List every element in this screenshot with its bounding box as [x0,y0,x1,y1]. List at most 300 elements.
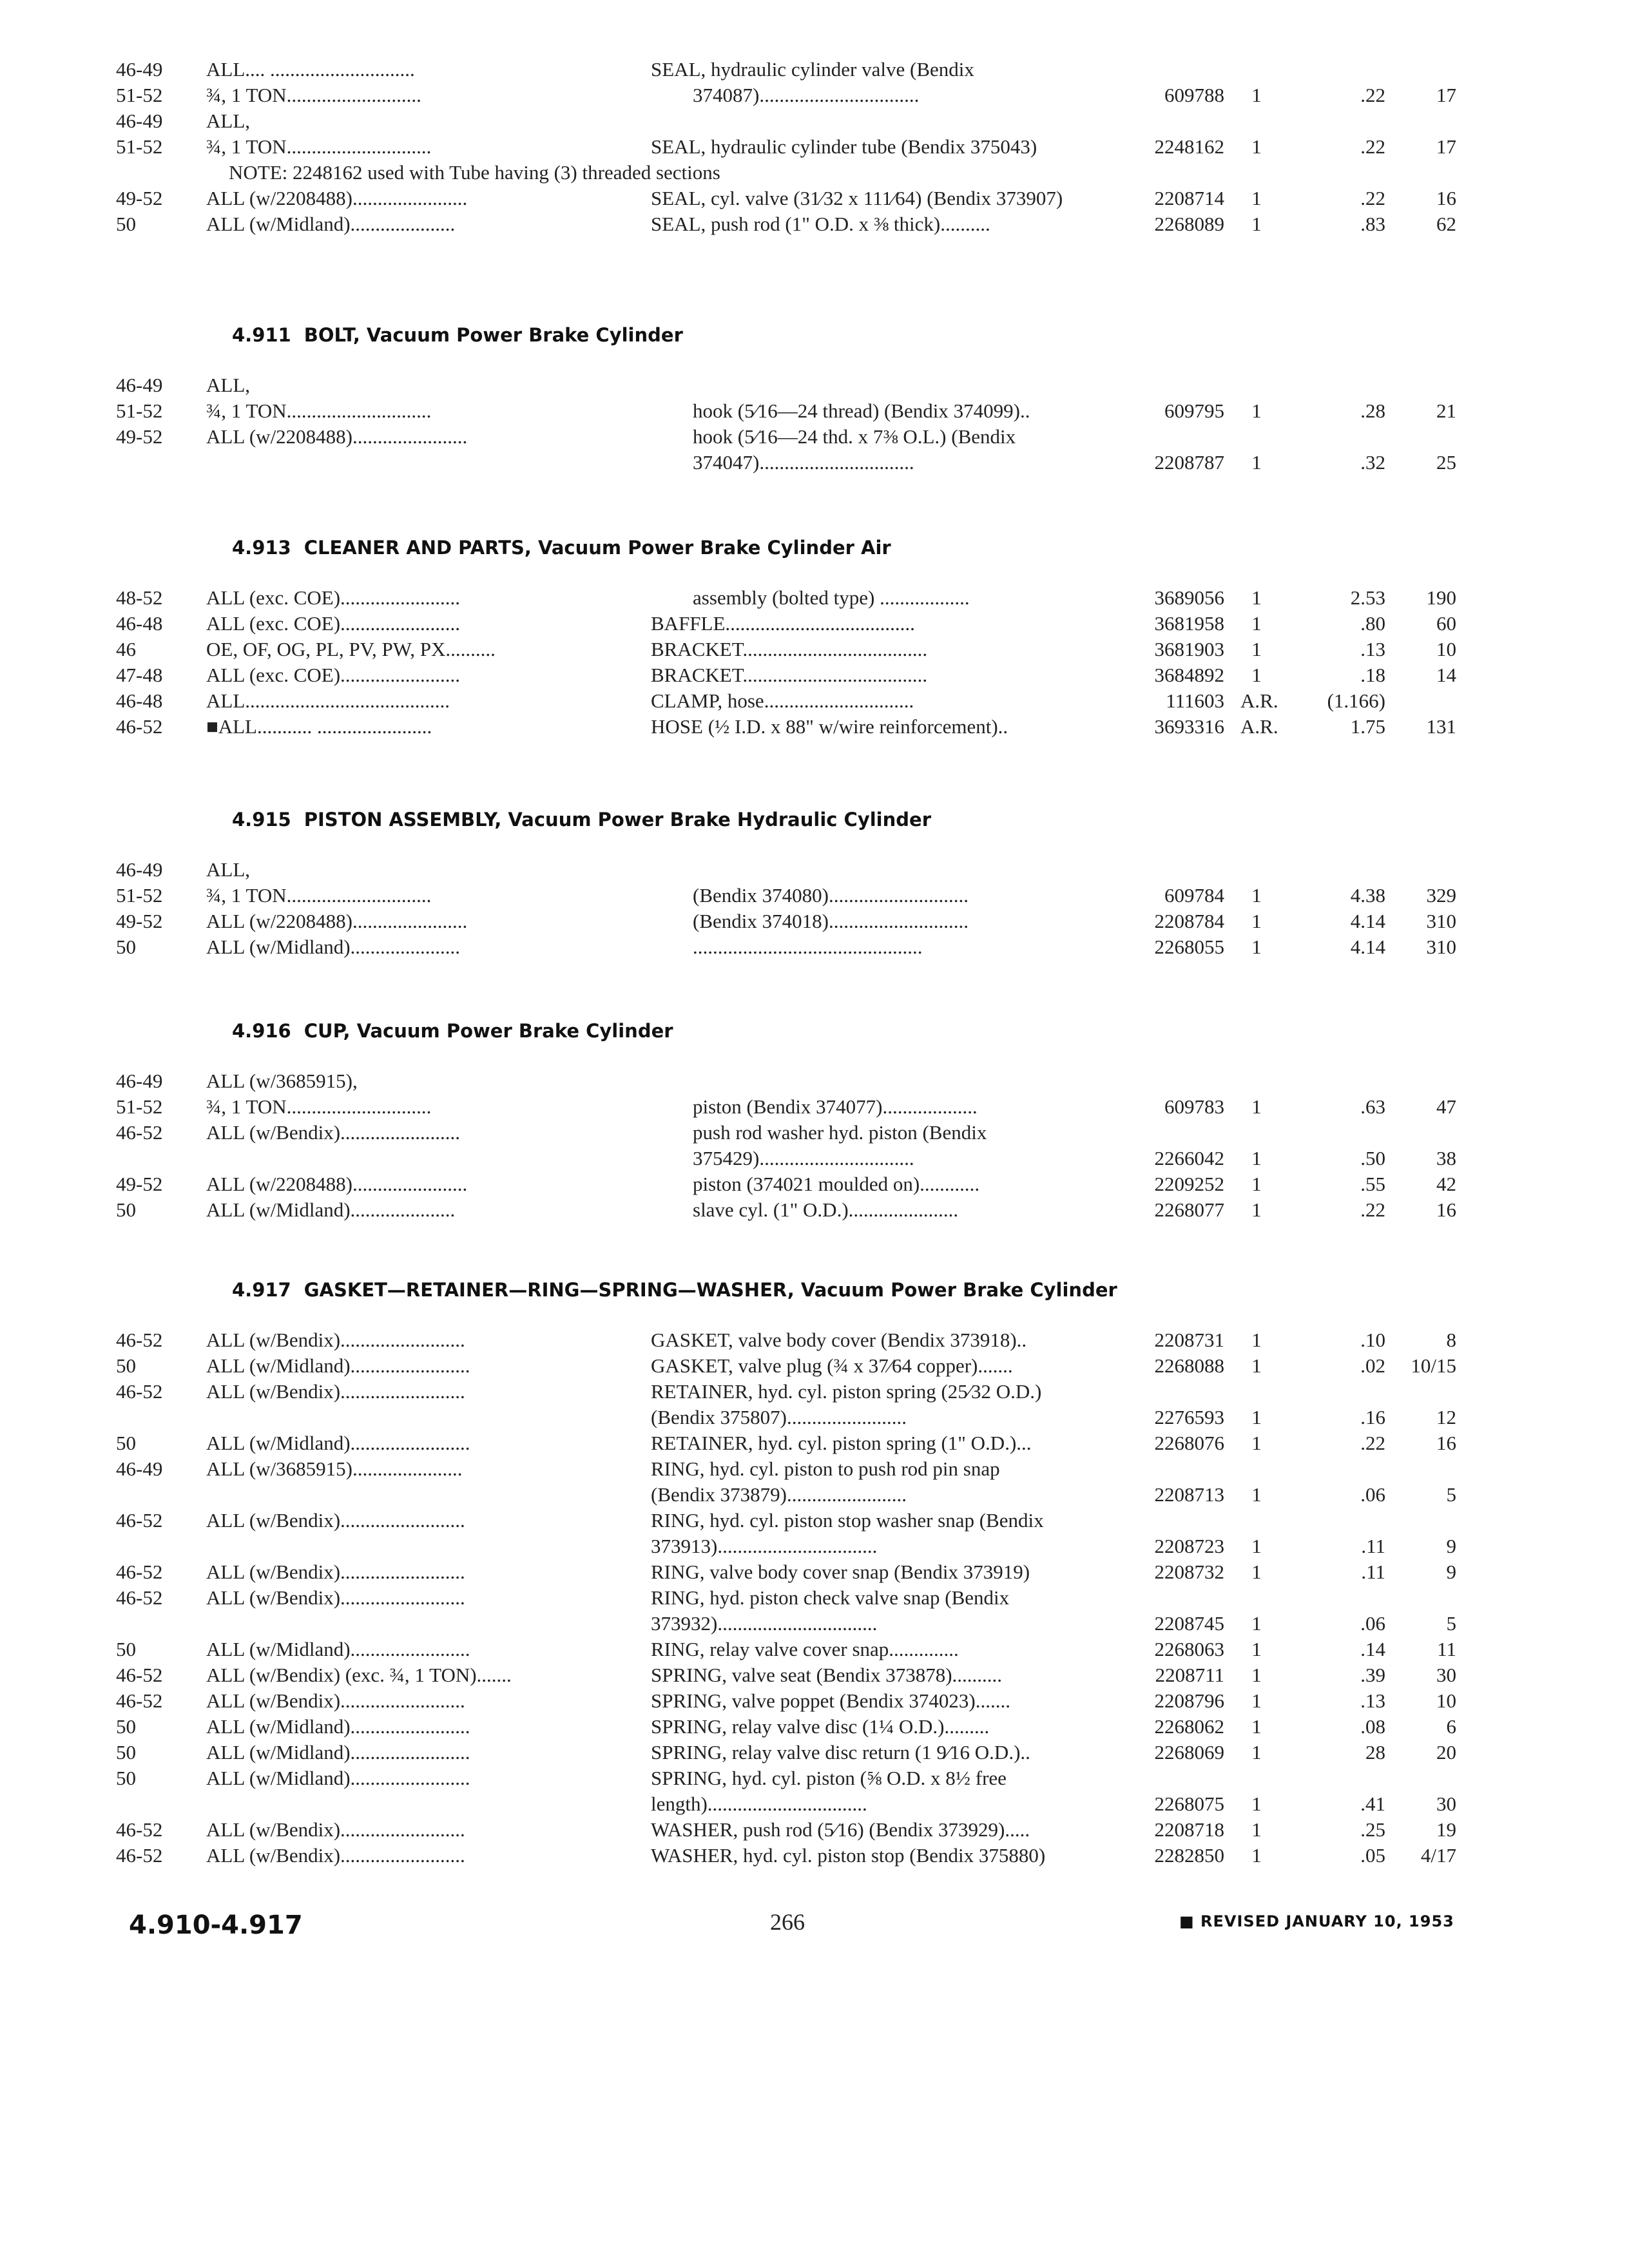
description-cell: SEAL, hydraulic cylinder tube (Bendix 375043) [651,135,1037,158]
page-number: 266 [770,1909,805,1935]
year-cell: 50 [116,1432,136,1454]
year-cell: 50 [116,936,136,958]
part-number-cell: 2268069 [1154,1741,1224,1763]
price-cell: .41 [1360,1792,1385,1815]
description-cell: SPRING, relay valve disc (1¼ O.D.)......... [651,1715,990,1738]
model-cell: ALL (w/Midland)..................... [206,213,456,235]
table-row [0,1611,1629,1637]
description-cell: CLAMP, hose.............................. [651,689,914,712]
table-row [0,186,1629,211]
model-cell: ■ALL........... ....................... [206,715,432,738]
quantity-cell: 1 [1251,399,1262,422]
weight-cell: 42 [1436,1173,1456,1195]
section-range: 4.910-4.917 [129,1910,303,1940]
table-row [0,1353,1629,1379]
part-number-cell: 2208714 [1154,187,1224,209]
model-cell: ALL (w/2208488)....................... [206,910,468,932]
price-cell: .80 [1360,612,1385,635]
model-cell: ALL (w/Bendix)......................... [206,1586,465,1609]
year-cell: 50 [116,213,136,235]
year-cell: 46-52 [116,1664,163,1686]
year-cell: 49-52 [116,1173,163,1195]
model-cell: ALL, [206,858,251,881]
table-row [0,1068,1629,1094]
description-cell: 373932)................................ [651,1612,878,1635]
table-row [0,1171,1629,1197]
weight-cell: 11 [1437,1638,1456,1660]
part-number-cell: 2266042 [1154,1147,1224,1169]
weight-cell: 6 [1446,1715,1456,1738]
weight-cell: 16 [1436,1198,1456,1221]
table-row [0,108,1629,134]
year-cell: 46-52 [116,1329,163,1351]
model-cell: ALL (w/Midland)........................ [206,1432,470,1454]
part-number-cell: 2208711 [1155,1664,1224,1686]
price-cell: .22 [1360,84,1385,106]
part-number-cell: 2209252 [1154,1173,1224,1195]
table-row [0,857,1629,883]
model-cell: ALL, [206,374,251,396]
year-cell: 47-48 [116,664,163,686]
description-cell: assembly (bolted type) .................. [693,586,970,609]
price-cell: .83 [1360,213,1385,235]
year-cell: 49-52 [116,187,163,209]
weight-cell: 9 [1446,1535,1456,1557]
year-cell: 46-52 [116,1509,163,1532]
description-cell: 374087)................................ [693,84,920,106]
price-cell: .39 [1360,1664,1385,1686]
part-number-cell: 2268063 [1154,1638,1224,1660]
price-cell: 4.14 [1350,936,1385,958]
weight-cell: 30 [1436,1792,1456,1815]
table-row [0,450,1629,476]
quantity-cell: 1 [1251,612,1262,635]
year-cell: 50 [116,1198,136,1221]
table-row [0,1508,1629,1533]
description-cell: piston (374021 moulded on)............ [693,1173,980,1195]
quantity-cell: 1 [1251,1198,1262,1221]
quantity-cell: 1 [1251,1792,1262,1815]
year-cell: 50 [116,1767,136,1789]
year-cell: 48-52 [116,586,163,609]
section-number: 4.911 [232,324,291,346]
part-number-cell: 2268075 [1154,1792,1224,1815]
price-cell: .08 [1360,1715,1385,1738]
table-row [0,934,1629,960]
table-row [0,1456,1629,1482]
part-number-cell: 2268076 [1154,1432,1224,1454]
part-number-cell: 3693316 [1154,715,1224,738]
quantity-cell: 1 [1251,664,1262,686]
description-cell: SEAL, hydraulic cylinder valve (Bendix [651,58,974,81]
weight-cell: 10 [1436,1689,1456,1712]
quantity-cell: 1 [1251,213,1262,235]
table-row [0,211,1629,237]
model-cell: ¾, 1 TON............................. [206,135,432,158]
section-title: CLEANER AND PARTS, Vacuum Power Brake Cylinder Air [304,537,891,559]
weight-cell: 16 [1436,187,1456,209]
table-row [0,1405,1629,1430]
description-cell: SEAL, push rod (1" O.D. x ⅜ thick).......... [651,213,990,235]
table-row [0,1662,1629,1688]
weight-cell: 8 [1446,1329,1456,1351]
part-number-cell: 609783 [1164,1095,1224,1118]
table-row [0,1120,1629,1146]
quantity-cell: 1 [1251,1689,1262,1712]
quantity-cell: A.R. [1240,715,1278,738]
price-cell: .18 [1360,664,1385,686]
part-number-cell: 2268077 [1154,1198,1224,1221]
part-number-cell: 609784 [1164,884,1224,907]
quantity-cell: 1 [1251,1329,1262,1351]
year-cell: 49-52 [116,910,163,932]
description-cell: RING, hyd. cyl. piston stop washer snap (Bendix [651,1509,1044,1532]
description-cell: RING, valve body cover snap (Bendix 373919) [651,1561,1030,1583]
weight-cell: 12 [1436,1406,1456,1428]
weight-cell: 131 [1426,715,1456,738]
year-cell: 46-49 [116,1070,163,1092]
price-cell: .05 [1360,1844,1385,1867]
model-cell: ALL (w/2208488)....................... [206,1173,468,1195]
description-cell: 374047)............................... [693,451,914,474]
year-cell: 46-49 [116,58,163,81]
part-number-cell: 3681903 [1154,638,1224,660]
model-cell: ALL (w/Bendix)......................... [206,1561,465,1583]
model-cell: ALL (exc. COE)........................ [206,586,461,609]
price-cell: .16 [1360,1406,1385,1428]
year-cell: 51-52 [116,135,163,158]
description-cell: hook (5⁄16—24 thread) (Bendix 374099).. [693,399,1030,422]
year-cell: 46-48 [116,612,163,635]
year-cell: 46-49 [116,110,163,132]
section-heading [232,1276,1117,1304]
part-number-cell: 2208745 [1154,1612,1224,1635]
year-cell: 51-52 [116,884,163,907]
description-cell: SPRING, valve seat (Bendix 373878).......... [651,1664,1003,1686]
model-cell: ¾, 1 TON............................. [206,884,432,907]
description-cell: RING, relay valve cover snap.............. [651,1638,959,1660]
model-cell: ¾, 1 TON............................. [206,1095,432,1118]
model-cell: ALL (w/3685915)...................... [206,1457,463,1480]
quantity-cell: 1 [1251,936,1262,958]
description-cell: (Bendix 374080)............................ [693,884,969,907]
description-cell: BAFFLE...................................... [651,612,915,635]
table-row [0,1379,1629,1405]
quantity-cell: 1 [1251,451,1262,474]
description-cell: RING, hyd. piston check valve snap (Bendix [651,1586,1010,1609]
part-number-cell: 3689056 [1154,586,1224,609]
price-cell: .06 [1360,1612,1385,1635]
table-row [0,1765,1629,1791]
price-cell: 4.14 [1350,910,1385,932]
weight-cell: 10 [1436,638,1456,660]
year-cell: 46-48 [116,689,163,712]
model-cell: ALL (w/Midland)........................ [206,1715,470,1738]
price-cell: .50 [1360,1147,1385,1169]
year-cell: 46-52 [116,1586,163,1609]
table-row [0,585,1629,611]
year-cell: 50 [116,1715,136,1738]
description-cell: RETAINER, hyd. cyl. piston spring (25⁄32 O.D.) [651,1380,1042,1403]
part-number-cell: 2208713 [1154,1483,1224,1506]
weight-cell: 17 [1436,84,1456,106]
quantity-cell: 1 [1251,1535,1262,1557]
part-number-cell: 2268089 [1154,213,1224,235]
price-cell: .22 [1360,1198,1385,1221]
part-number-cell: 2208723 [1154,1535,1224,1557]
description-cell: slave cyl. (1" O.D.)...................... [693,1198,959,1221]
table-row [0,1430,1629,1456]
price-cell: .13 [1360,1689,1385,1712]
year-cell: 46-52 [116,1844,163,1867]
description-cell: (Bendix 375807)........................ [651,1406,907,1428]
part-number-cell: 3681958 [1154,612,1224,635]
table-row [0,160,1629,186]
description-cell: 375429)............................... [693,1147,914,1169]
model-cell: ALL (w/Bendix)......................... [206,1509,465,1532]
model-cell: ALL (w/Midland)........................ [206,1638,470,1660]
table-row [0,637,1629,662]
weight-cell: 310 [1426,936,1456,958]
table-row [0,1817,1629,1843]
description-cell: RING, hyd. cyl. piston to push rod pin snap [651,1457,1000,1480]
table-row [0,688,1629,714]
table-row [0,398,1629,424]
quantity-cell: 1 [1251,1818,1262,1841]
part-number-cell: 2268088 [1154,1354,1224,1377]
year-cell: 46-52 [116,715,163,738]
quantity-cell: 1 [1251,1432,1262,1454]
year-cell: 46-52 [116,1121,163,1144]
quantity-cell: 1 [1251,1612,1262,1635]
table-row [0,662,1629,688]
price-cell: .32 [1360,451,1385,474]
quantity-cell: 1 [1251,586,1262,609]
model-cell: ALL (w/2208488)....................... [206,187,468,209]
price-cell: .55 [1360,1173,1385,1195]
part-number-cell: 3684892 [1154,664,1224,686]
weight-cell: 47 [1436,1095,1456,1118]
table-row [0,1146,1629,1171]
model-cell: ALL (w/3685915), [206,1070,358,1092]
year-cell: 46-49 [116,374,163,396]
description-cell: HOSE (½ I.D. x 88" w/wire reinforcement).. [651,715,1008,738]
quantity-cell: 1 [1251,638,1262,660]
weight-cell: 21 [1436,399,1456,422]
price-cell: 4.38 [1350,884,1385,907]
part-number-cell: 2208732 [1154,1561,1224,1583]
section-number: 4.915 [232,809,291,831]
model-cell: ALL (w/Bendix)......................... [206,1844,465,1867]
weight-cell: 4/17 [1420,1844,1456,1867]
price-cell: .63 [1360,1095,1385,1118]
quantity-cell: 1 [1251,1561,1262,1583]
table-row [0,1327,1629,1353]
price-cell: .13 [1360,638,1385,660]
model-cell: ALL (w/Bendix)........................ [206,1121,461,1144]
model-cell: ALL (w/Midland)........................ [206,1741,470,1763]
year-cell: 50 [116,1741,136,1763]
model-cell: ¾, 1 TON........................... [206,84,421,106]
section-heading [232,533,891,562]
year-cell: 46-52 [116,1689,163,1712]
model-cell: ALL......................................... [206,689,450,712]
table-row [0,1637,1629,1662]
part-number-cell: 2208718 [1154,1818,1224,1841]
quantity-cell: 1 [1251,1147,1262,1169]
price-cell: .25 [1360,1818,1385,1841]
model-cell: ALL (w/Bendix)......................... [206,1380,465,1403]
weight-cell: 5 [1446,1483,1456,1506]
part-number-cell: 609788 [1164,84,1224,106]
year-cell: 46-52 [116,1561,163,1583]
table-row [0,1688,1629,1714]
quantity-cell: A.R. [1240,689,1278,712]
model-cell: ALL (exc. COE)........................ [206,612,461,635]
description-cell: (Bendix 374018)............................ [693,910,969,932]
year-cell: 51-52 [116,84,163,106]
year-cell: 50 [116,1638,136,1660]
table-row [0,611,1629,637]
model-cell: NOTE: 2248162 used with Tube having (3) threaded sections [229,161,720,184]
quantity-cell: 1 [1251,84,1262,106]
model-cell: ALL (w/Bendix) (exc. ¾, 1 TON)....... [206,1664,512,1686]
weight-cell: 16 [1436,1432,1456,1454]
table-row [0,1482,1629,1508]
part-number-cell: 2208796 [1154,1689,1224,1712]
section-number: 4.916 [232,1020,291,1042]
part-number-cell: 2276593 [1154,1406,1224,1428]
table-row [0,134,1629,160]
table-row [0,424,1629,450]
description-cell: push rod washer hyd. piston (Bendix [693,1121,987,1144]
price-cell: .22 [1360,1432,1385,1454]
table-row [0,1843,1629,1869]
weight-cell: 10/15 [1411,1354,1456,1377]
description-cell: SEAL, cyl. valve (31⁄32 x 111⁄64) (Bendix 373907) [651,187,1063,209]
part-number-cell: 2208784 [1154,910,1224,932]
price-cell: .22 [1360,187,1385,209]
description-cell: SPRING, hyd. cyl. piston (⅝ O.D. x 8½ free [651,1767,1007,1789]
table-row [0,1585,1629,1611]
year-cell: 46-52 [116,1380,163,1403]
quantity-cell: 1 [1251,1354,1262,1377]
model-cell: OE, OF, OG, PL, PV, PW, PX.......... [206,638,496,660]
price-cell: .06 [1360,1483,1385,1506]
description-cell: BRACKET..................................... [651,664,928,686]
part-number-cell: 2208787 [1154,451,1224,474]
weight-cell: 310 [1426,910,1456,932]
model-cell: ALL (w/Bendix)......................... [206,1689,465,1712]
table-row [0,57,1629,82]
section-heading [232,321,683,349]
weight-cell: 38 [1436,1147,1456,1169]
year-cell: 46 [116,638,136,660]
table-row [0,1740,1629,1765]
description-cell: 373913)................................ [651,1535,878,1557]
section-title: PISTON ASSEMBLY, Vacuum Power Brake Hydraulic Cylinder [304,809,931,831]
year-cell: 51-52 [116,1095,163,1118]
table-row [0,883,1629,908]
quantity-cell: 1 [1251,1638,1262,1660]
description-cell: SPRING, relay valve disc return (1 9⁄16 O.D.).. [651,1741,1030,1763]
quantity-cell: 1 [1251,187,1262,209]
section-number: 4.913 [232,537,291,559]
description-cell: SPRING, valve poppet (Bendix 374023)....... [651,1689,1010,1712]
year-cell: 50 [116,1354,136,1377]
description-cell: WASHER, push rod (5⁄16) (Bendix 373929)..... [651,1818,1030,1841]
model-cell: ALL (w/2208488)....................... [206,425,468,448]
section-heading [232,1017,673,1045]
revision-note: ■ REVISED JANUARY 10, 1953 [1179,1912,1454,1930]
weight-cell: 9 [1446,1561,1456,1583]
quantity-cell: 1 [1251,1095,1262,1118]
weight-cell: 190 [1426,586,1456,609]
part-number-cell: 2208731 [1154,1329,1224,1351]
model-cell: ALL (w/Midland)........................ [206,1767,470,1789]
year-cell: 46-49 [116,1457,163,1480]
model-cell: ALL (w/Midland)..................... [206,1198,456,1221]
weight-cell: 30 [1436,1664,1456,1686]
price-cell: .28 [1360,399,1385,422]
weight-cell: 25 [1436,451,1456,474]
description-cell: length)................................ [651,1792,867,1815]
weight-cell: 60 [1436,612,1456,635]
table-row [0,1714,1629,1740]
part-number-cell: 2248162 [1154,135,1224,158]
section-title: BOLT, Vacuum Power Brake Cylinder [304,324,683,346]
price-cell: .22 [1360,135,1385,158]
part-number-cell: 609795 [1164,399,1224,422]
price-cell: 1.75 [1350,715,1385,738]
section-title: CUP, Vacuum Power Brake Cylinder [304,1020,673,1042]
description-cell: WASHER, hyd. cyl. piston stop (Bendix 375880) [651,1844,1046,1867]
price-cell: .14 [1360,1638,1385,1660]
weight-cell: 19 [1436,1818,1456,1841]
model-cell: ¾, 1 TON............................. [206,399,432,422]
description-cell: .............................................. [693,936,923,958]
price-cell: .02 [1360,1354,1385,1377]
quantity-cell: 1 [1251,1173,1262,1195]
weight-cell: 14 [1436,664,1456,686]
table-row [0,372,1629,398]
description-cell: GASKET, valve body cover (Bendix 373918).. [651,1329,1027,1351]
description-cell: RETAINER, hyd. cyl. piston spring (1" O.D.)... [651,1432,1032,1454]
year-cell: 46-52 [116,1818,163,1841]
quantity-cell: 1 [1251,910,1262,932]
model-cell: ALL (w/Bendix)......................... [206,1329,465,1351]
section-title: GASKET—RETAINER—RING—SPRING—WASHER, Vacuum Power Brake Cylinder [304,1279,1117,1301]
quantity-cell: 1 [1251,884,1262,907]
description-cell: piston (Bendix 374077)................... [693,1095,978,1118]
price-cell: .11 [1361,1561,1385,1583]
price-cell: (1.166) [1327,689,1385,712]
model-cell: ALL (exc. COE)........................ [206,664,461,686]
price-cell: .10 [1360,1329,1385,1351]
description-cell: BRACKET..................................... [651,638,928,660]
quantity-cell: 1 [1251,1741,1262,1763]
description-cell: (Bendix 373879)........................ [651,1483,907,1506]
price-cell: 28 [1365,1741,1385,1763]
quantity-cell: 1 [1251,1844,1262,1867]
model-cell: ALL, [206,110,251,132]
weight-cell: 62 [1436,213,1456,235]
part-number-cell: 2268062 [1154,1715,1224,1738]
description-cell: GASKET, valve plug (¾ x 37⁄64 copper)....... [651,1354,1013,1377]
quantity-cell: 1 [1251,135,1262,158]
part-number-cell: 2268055 [1154,936,1224,958]
part-number-cell: 2282850 [1154,1844,1224,1867]
